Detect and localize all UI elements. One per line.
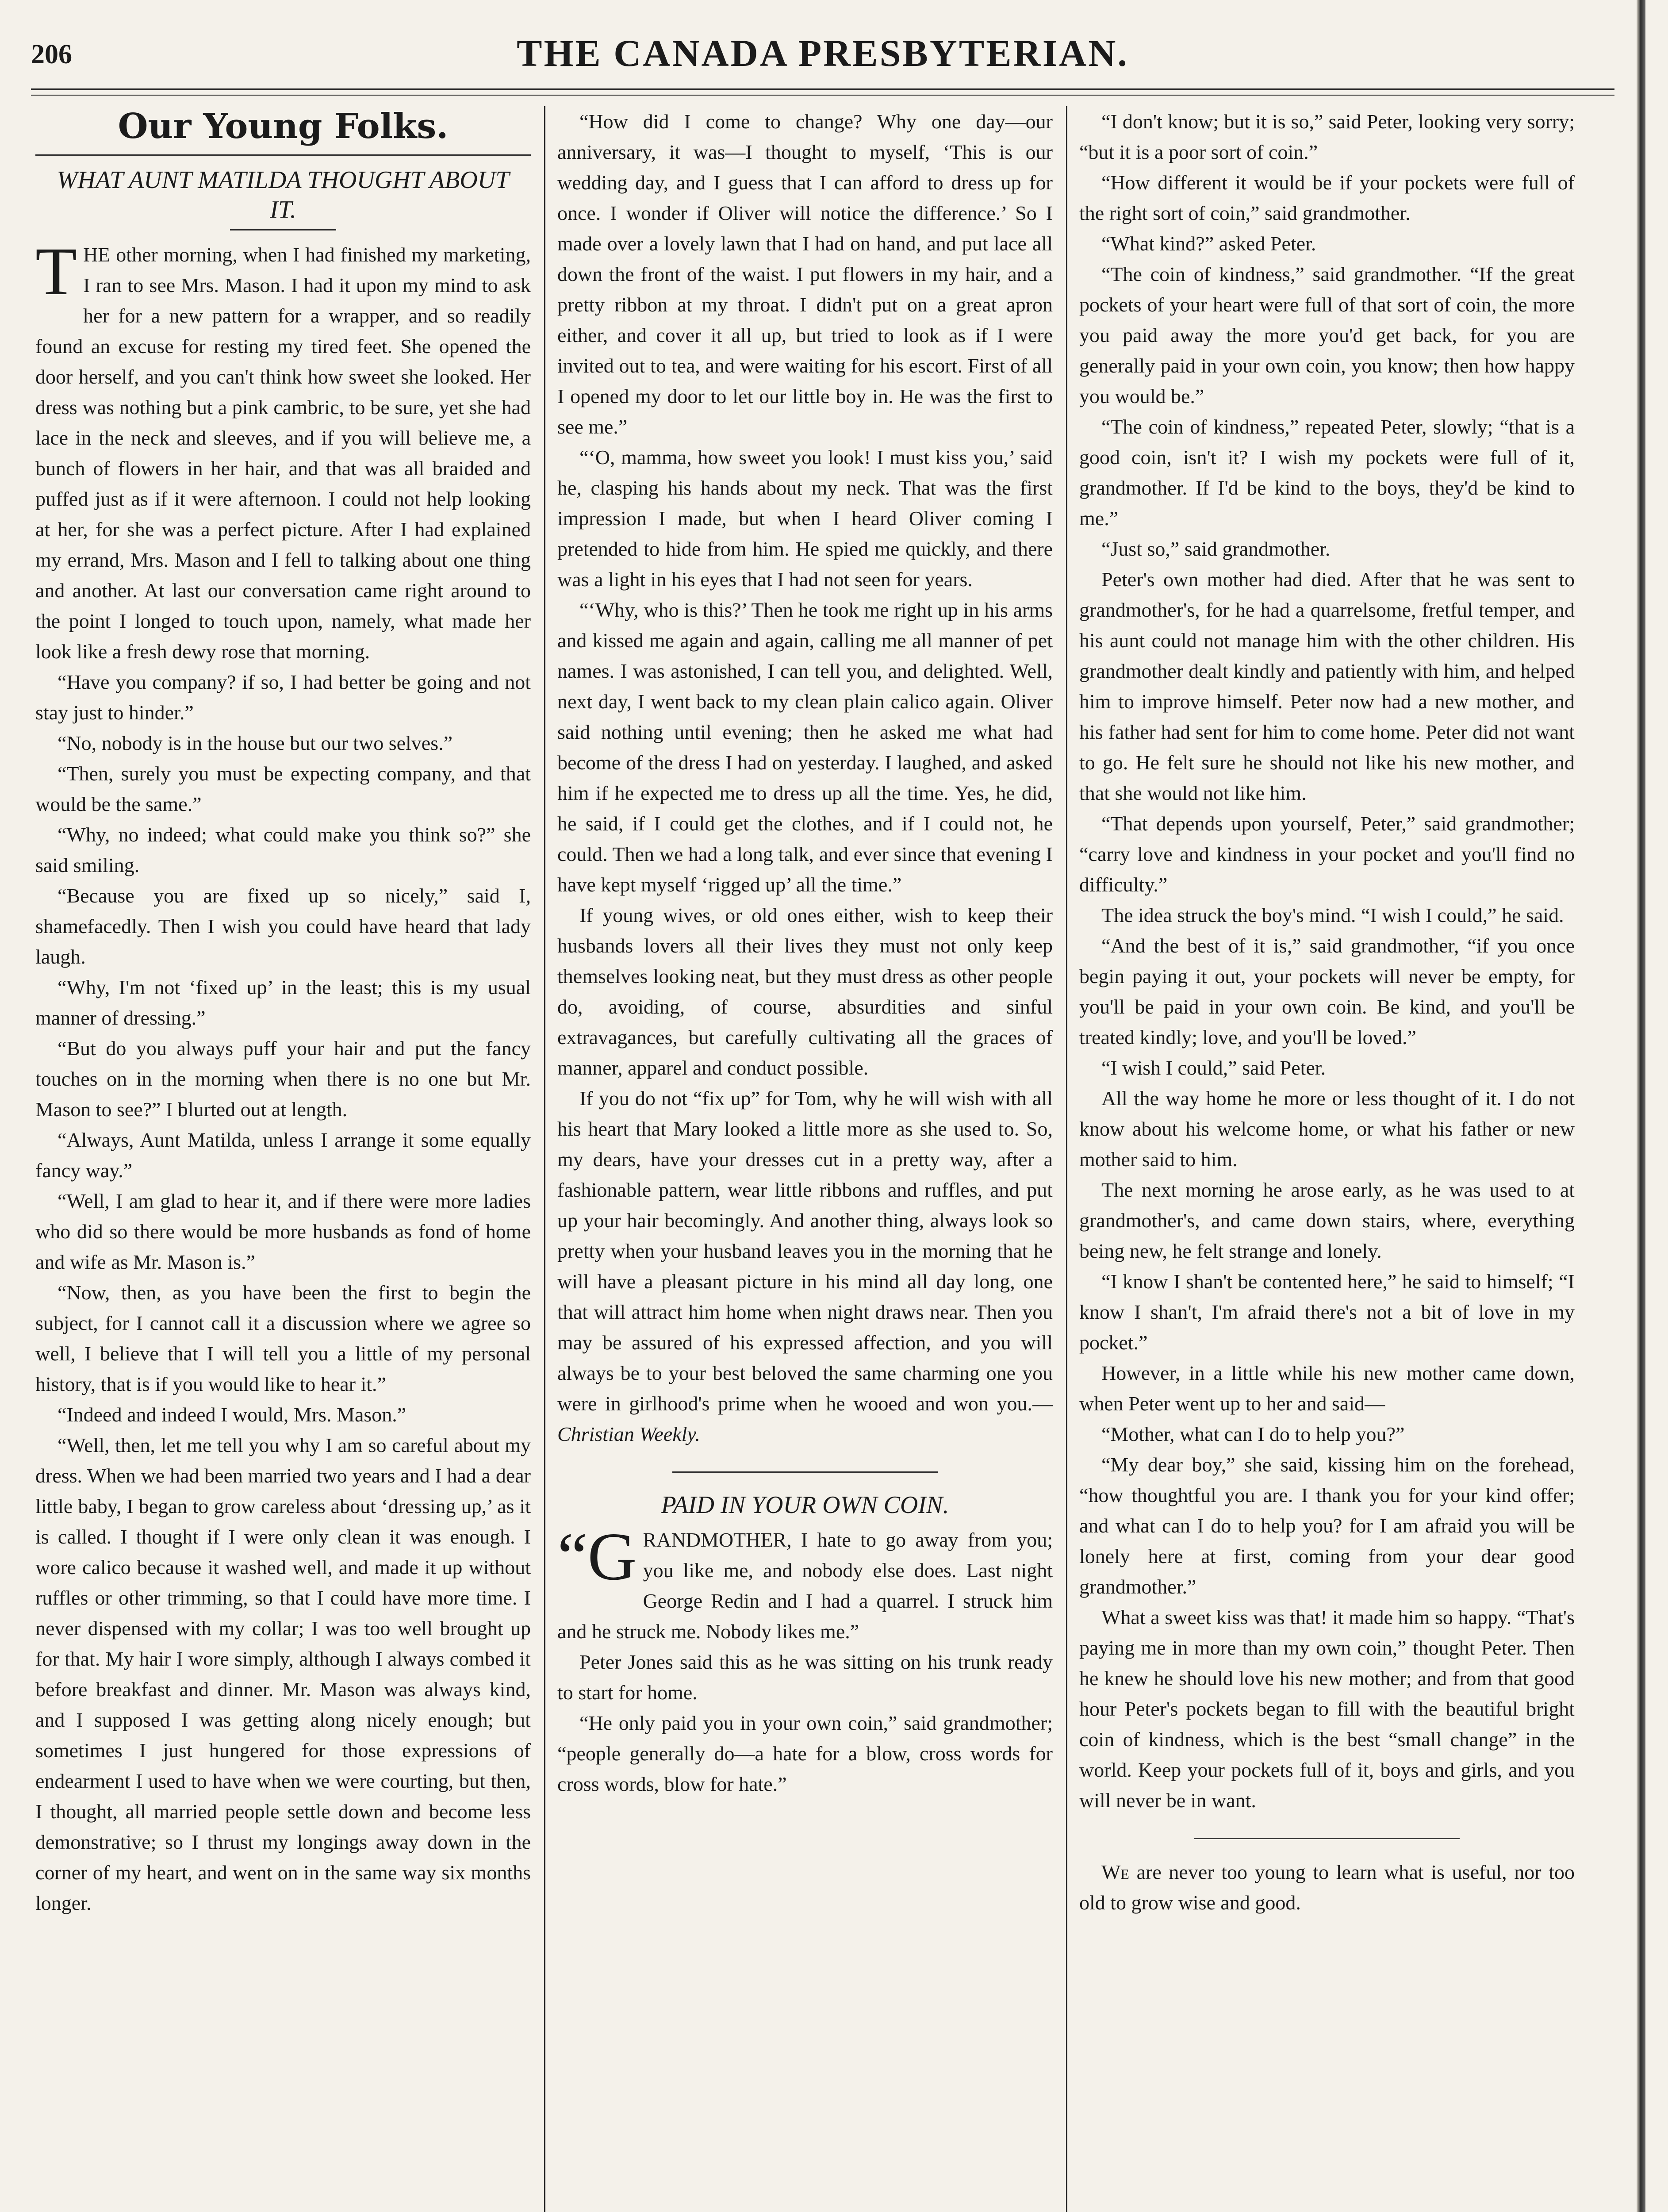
- article-paragraph: “Why, no indeed; what could make you think so?” she said smiling.: [35, 823, 531, 877]
- article-paragraph: “My dear boy,” she said, kissing him on the forehead, “how thoughtful you are. I thank you for your kind offer; and what can I do to help you? for I am afraid you will be lonely here at first, coming from your dear good grandmother.”: [1079, 1453, 1575, 1598]
- article-paragraph: “That depends upon yourself, Peter,” said grandmother; “carry love and kindness in your pocket and you'll find no difficulty.”: [1079, 812, 1575, 896]
- article-paragraph: “And the best of it is,” said grandmother, “if you once begin paying it out, your pockets will never be empty, for you'll be paid in your own coin. Be kind, and you'll be treated kindly; love, and you'll be loved.”: [1079, 934, 1575, 1048]
- article-source: Christian Weekly.: [557, 1423, 700, 1445]
- article-paragraph: “Why, I'm not ‘fixed up’ in the least; this is my usual manner of dressing.”: [35, 976, 531, 1029]
- article-paragraph: However, in a little while his new mother came down, when Peter went up to her and said—: [1079, 1362, 1575, 1415]
- article-paragraph: “Just so,” said grandmother.: [1101, 538, 1331, 560]
- article-paragraph: “Well, I am glad to hear it, and if there were more ladies who did so there would be more husbands as fond of home and wife as Mr. Mason is.”: [35, 1190, 531, 1274]
- article-paragraph: “I don't know; but it is so,” said Peter, looking very sorry; “but it is a poor sort of coin.”: [1079, 110, 1575, 163]
- article-paragraph: “GRANDMOTHER, I hate to go away from you; you like me, and nobody else does. Last night George Redin and I had a quarrel. I struck him and he struck me. Nobody likes me.”: [557, 1519, 1053, 1643]
- article-paragraph: “How different it would be if your pockets were full of the right sort of coin,” said grandmother.: [1079, 171, 1575, 224]
- column-2: [557, 106, 1053, 2212]
- article-paragraph: Peter's own mother had died. After that he was sent to grandmother's, for he had a quarrelsome, fretful temper, and his aunt could not manage him with the other children. His grandmother dealt kindly and patiently with him, and helped him to improve himself. Peter now had a new mother, and his father had sent for him to come home. Peter did not want to go. He felt sure he should not like his new mother, and that she would not like him.: [1079, 568, 1575, 804]
- article-paragraph: “Now, then, as you have been the first to begin the subject, for I cannot call it a discussion where we agree so well, I believe that I will tell you a little of my personal history, that is if you would like to hear it.”: [35, 1281, 531, 1396]
- page-header: [31, 31, 1614, 88]
- article-paragraph: The next morning he arose early, as he was used to at grandmother's, and came down stairs, where, everything being new, he felt strange and lonely.: [1079, 1179, 1575, 1262]
- article-paragraph: “‘Why, who is this?’ Then he took me right up in his arms and kissed me again and again, calling me all manner of pet names. I was astonished, I can tell you, and delighted. Well, next day, I went back to my clean plain calico again. Oliver said nothing until evening; then he asked me what had become of the dress I had on yesterday. I laughed, and asked him if he expected me to dress up all the time. Yes, he did, he said, if I could get the clothes, and if I could not, he could. Then we had a long talk, and ever since that evening I have kept myself ‘rigged up’ all the time.”: [557, 599, 1053, 896]
- article-paragraph: The idea struck the boy's mind. “I wish I could,” he said.: [1101, 904, 1564, 926]
- article-title: PAID IN YOUR OWN COIN.: [661, 1491, 949, 1519]
- title-rule: [230, 229, 336, 230]
- article-paragraph: “Always, Aunt Matilda, unless I arrange it some equally fancy way.”: [35, 1129, 531, 1182]
- page-number: 206: [31, 39, 72, 69]
- column-3: [1079, 106, 1575, 2212]
- article-paragraph: All the way home he more or less thought of it. I do not know about his welcome home, or what his father or new mother said to him.: [1079, 1087, 1575, 1171]
- drop-cap: “G: [557, 1519, 637, 1595]
- article-paragraph: “‘O, mamma, how sweet you look! I must kiss you,’ said he, clasping his hands about my neck. That was the first impression I made, but when I heard Oliver coming I pretended to hide from him. He spied me quickly, and there was a light in his eyes that I had not seen for years.: [557, 446, 1053, 591]
- article-paragraph: “Have you company? if so, I had better be going and not stay just to hinder.”: [35, 671, 531, 724]
- drop-cap: T: [35, 234, 77, 310]
- article-paragraph: “No, nobody is in the house but our two selves.”: [58, 732, 453, 755]
- article-paragraph: “What kind?” asked Peter.: [1101, 232, 1316, 255]
- article-paragraph: What a sweet kiss was that! it made him so happy. “That's paying me in more than my own coin,” thought Peter. Then he knew he should love his new mother; and from that good hour Peter's pockets began to fill with the beautiful bright coin of kindness, which is the best “small change” in the world. Keep your pockets full of it, boys and girls, and you will never be in want.: [1079, 1606, 1575, 1812]
- article-paragraph: “But do you always puff your hair and put the fancy touches on in the morning when there is no one but Mr. Mason to see?” I blurted out at length.: [35, 1037, 531, 1121]
- header-rule: [31, 88, 1614, 96]
- article-paragraph: “The coin of kindness,” repeated Peter, slowly; “that is a good coin, isn't it? I wish my pockets were full of it, grandmother. If I'd be kind to the boys, they'd be kind to me.”: [1079, 415, 1575, 530]
- article-paragraph: Peter Jones said this as he was sitting on his trunk ready to start for home.: [557, 1651, 1053, 1704]
- article-paragraph: If you do not “fix up” for Tom, why he will wish with all his heart that Mary looked a little more as she used to. So, my dears, have your dresses cut in a pretty way, after a fashionable pattern, wear little ribbons and ruffles, and put up your hair becomingly. And another thing, always look so pretty when your husband leaves you in the morning that he will have a pleasant picture in his mind all day long, one that will attract him home when night draws near. Then you may be assured of his expressed affection, and you will always be to your best beloved the same charming one you were in girlhood's prime when he wooed and won you.—Christian Weekly.: [557, 1087, 1053, 1445]
- article-paragraph: “Well, then, let me tell you why I am so careful about my dress. When we had been married two years and I had a dear little baby, I began to grow careless about ‘dressing up,’ as it is called. I thought if I were only clean it was enough. I wore calico because it washed well, and made it up without ruffles or other trimming, so that I could have more time. I never dispensed with my collar; I was too well brought up for that. My hair I wore simply, although I always combed it before breakfast and dinner. Mr. Mason was always kind, and I supposed I was getting along nicely enough; but sometimes I just hungered for those expressions of endearment I used to have when we were courting, but then, I thought, all married people settle down and become less demonstrative; so I thrust my longings away down in the corner of my heart, and went on in the same way six months longer.: [35, 1434, 531, 1915]
- article-paragraph: “I know I shan't be contented here,” he said to himself; “I know I shan't, I'm afraid there's not a bit of love in my pocket.”: [1079, 1270, 1575, 1354]
- article-paragraph: “Because you are fixed up so nicely,” said I, shamefacedly. Then I wish you could have heard that lady laugh.: [35, 884, 531, 968]
- article-separator: [672, 1471, 938, 1473]
- column-divider: [544, 106, 545, 2212]
- article-separator: [1194, 1838, 1460, 1839]
- article-title: WHAT AUNT MATILDA THOUGHT ABOUT IT.: [57, 166, 510, 224]
- page-edge-shadow: [1637, 0, 1645, 2212]
- article-paragraph: If young wives, or old ones either, wish to keep their husbands lovers all their lives they must not only keep themselves looking neat, but they must dress as other people do, avoiding, of course, absurdities and sinful extravagances, but carefully cultivating all the graces of manner, apparel and conduct possible.: [557, 904, 1053, 1079]
- article-paragraph: THE other morning, when I had finished my marketing, I ran to see Mrs. Mason. I had it upon my mind to ask her for a new pattern for a wrapper, and so readily found an excuse for resting my tired feet. She opened the door herself, and you can't think how sweet she looked. Her dress was nothing but a pink cambric, to be sure, yet she had lace in the neck and sleeves, and if you will believe me, a bunch of flowers in her hair, and that was all braided and puffed just as if it were afternoon. I could not help looking at her, for she was a perfect picture. After I had explained my errand, Mrs. Mason and I fell to talking about one thing and another. At last our conversation came right around to the point I longed to touch upon, namely, what made her look like a fresh dewy rose that morning.: [35, 234, 531, 663]
- article-paragraph: “How did I come to change? Why one day—our anniversary, it was—I thought to myself, ‘This is our wedding day, and I guess that I can afford to dress up for once. I wonder if Oliver will notice the difference.’ So I made over a lovely lawn that I had on hand, and put lace all down the front of the waist. I put flowers in my hair, and a pretty ribbon at my throat. I didn't put on a great apron either, and cover it all up, but tried to look as if I were invited out to tea, and were waiting for his escort. First of all I opened my door to let our little boy in. He was the first to see me.”: [557, 110, 1053, 438]
- section-title: Our Young Folks.: [35, 106, 531, 156]
- article-paragraph: “I wish I could,” said Peter.: [1101, 1056, 1326, 1079]
- article-paragraph: “Then, surely you must be expecting company, and that would be the same.”: [35, 762, 531, 816]
- article-paragraph: “Indeed and indeed I would, Mrs. Mason.”: [58, 1403, 406, 1426]
- column-1: [35, 106, 531, 2212]
- article-paragraph: “He only paid you in your own coin,” said grandmother; “people generally do—a hate for a blow, cross words for cross words, blow for hate.”: [557, 1712, 1053, 1796]
- column-divider: [1066, 106, 1067, 2212]
- article-paragraph: “Mother, what can I do to help you?”: [1101, 1423, 1405, 1445]
- article-paragraph: “The coin of kindness,” said grandmother. “If the great pockets of your heart were full of that sort of coin, the more you paid away the more you'd get back, for you are generally paid in your own coin, you know; then how happy you would be.”: [1079, 263, 1575, 407]
- masthead: THE CANADA PRESBYTERIAN.: [517, 32, 1129, 74]
- closing-note: We are never too young to learn what is useful, nor too old to grow wise and good.: [1079, 1861, 1575, 1914]
